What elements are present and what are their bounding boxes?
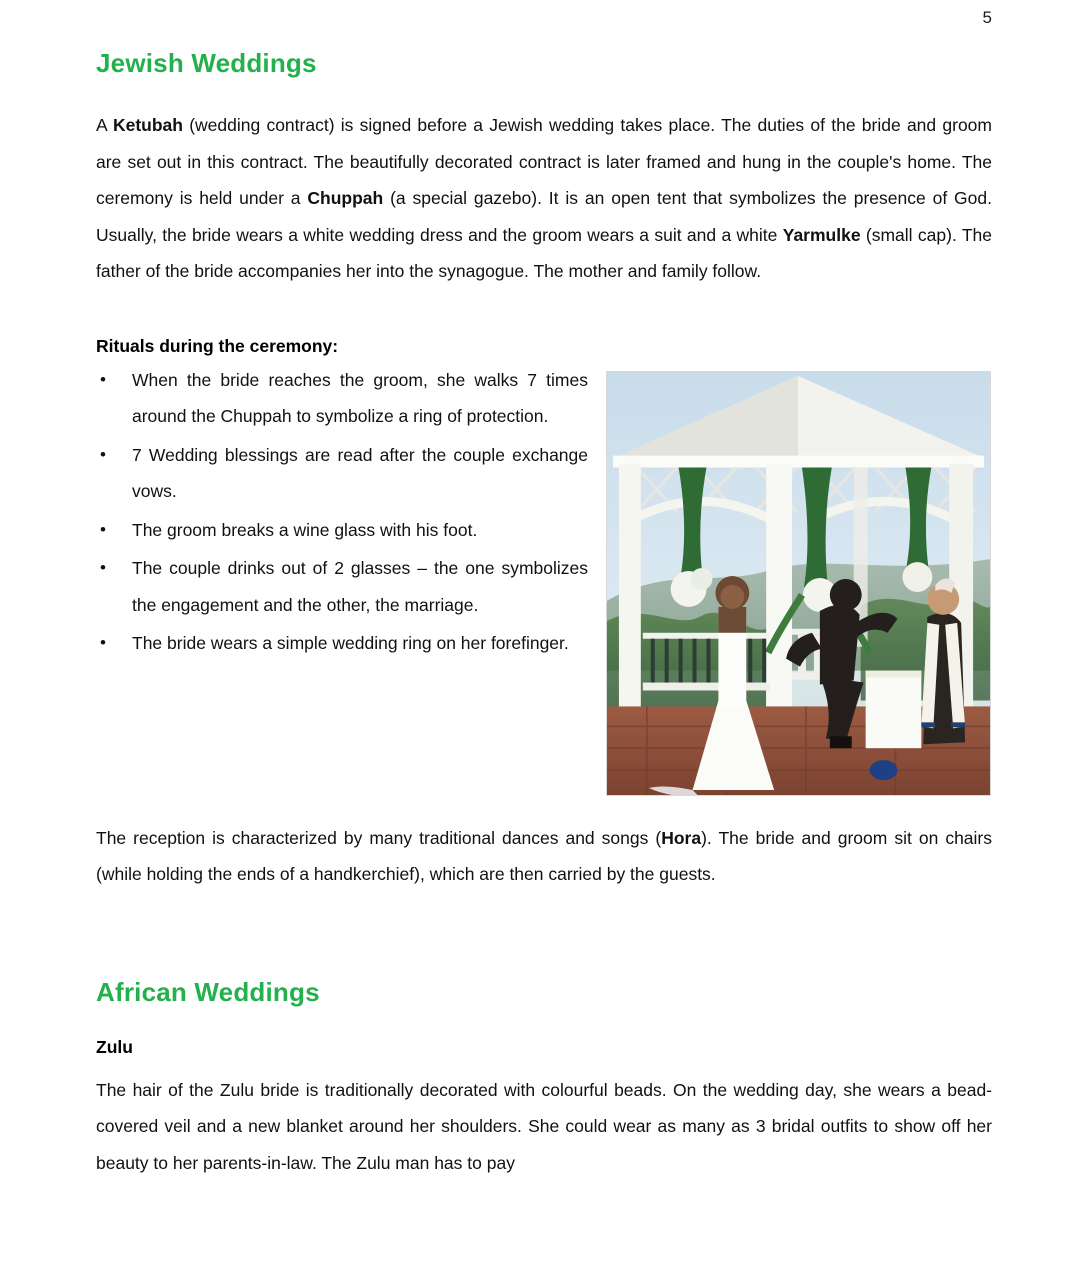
list-item bbox=[96, 625, 588, 662]
jewish-wedding-chuppah-photo bbox=[606, 371, 991, 796]
bullet-icon: • bbox=[100, 369, 106, 389]
african-weddings-heading: African Weddings bbox=[96, 976, 320, 1007]
rituals-list bbox=[96, 362, 588, 662]
zulu-paragraph: The hair of the Zulu bride is traditionally decorated with colourful beads. On the wedding day, she wears a bead-covered veil and a new blanket around her shoulders. She could wear as many as 3 bridal outfits to show off her beauty to her parents-in-law. The Zulu man has to pay bbox=[96, 1079, 992, 1173]
list-item-text: The groom breaks a wine glass with his foot. bbox=[132, 519, 478, 540]
rituals-label: Rituals during the ceremony: bbox=[96, 335, 339, 356]
list-item bbox=[96, 437, 588, 510]
list-item-text: 7 Wedding blessings are read after the couple exchange vows. bbox=[132, 444, 588, 501]
list-item-text: When the bride reaches the groom, she walks 7 times around the Chuppah to symbolize a ring of protection. bbox=[132, 369, 588, 426]
jewish-weddings-intro-paragraph: A Ketubah (wedding contract) is signed before a Jewish wedding takes place. The duties of the bride and groom are set out in this contract. The beautifully decorated contract is later framed and hung in the couple's home. The ceremony is held under a Chuppah (a special gazebo). It is an open tent that symbolizes the presence of God. Usually, the bride wears a white wedding dress and the groom wears a suit and a white Yarmulke (small cap). The father of the bride accompanies her into the synagogue. The mother and family follow. bbox=[96, 115, 992, 281]
list-item-text: The bride wears a simple wedding ring on her forefinger. bbox=[132, 633, 569, 653]
bullet-icon: • bbox=[100, 444, 106, 464]
page-title: Jewish Weddings bbox=[96, 48, 317, 78]
list-item bbox=[96, 362, 588, 435]
list-item-text: The couple drinks out of 2 glasses – the one symbolizes the engagement and the other, the marriage. bbox=[132, 558, 588, 615]
reception-paragraph: The reception is characterized by many traditional dances and songs (Hora). The bride and groom sit on chairs (while holding the ends of a handkerchief), which are then carried by the guests. bbox=[96, 827, 992, 884]
bullet-icon: • bbox=[100, 633, 106, 652]
page-number: 5 bbox=[982, 8, 992, 27]
list-item bbox=[96, 550, 588, 623]
rituals-and-photo-row bbox=[96, 362, 992, 792]
zulu-subheading: Zulu bbox=[96, 1036, 133, 1057]
bullet-icon: • bbox=[100, 519, 106, 539]
list-item bbox=[96, 512, 588, 549]
bullet-icon: • bbox=[100, 558, 106, 577]
